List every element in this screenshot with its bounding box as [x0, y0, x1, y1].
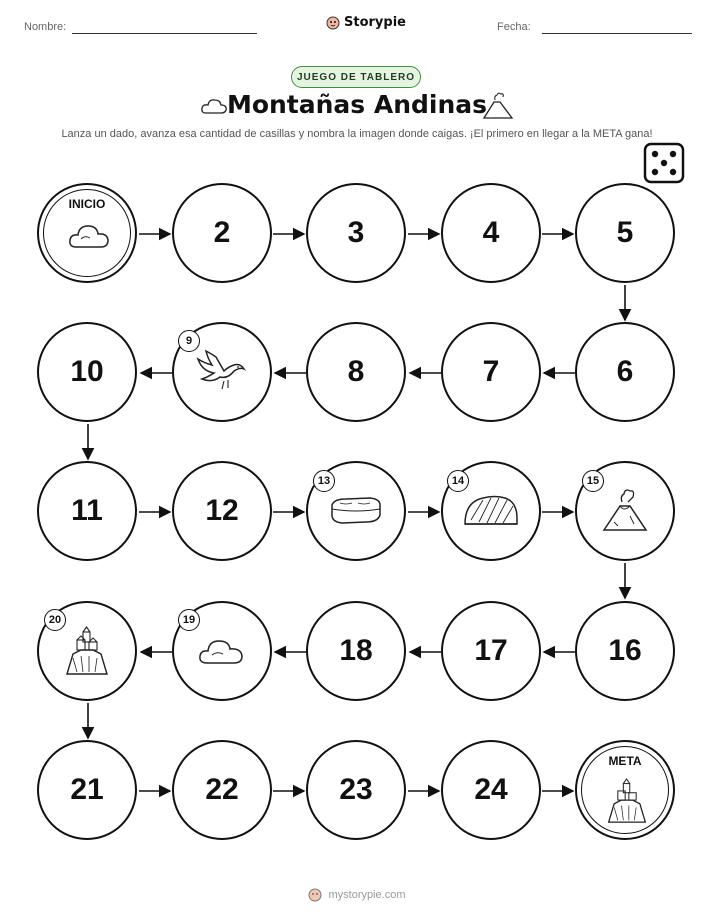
mountain-village-icon	[605, 776, 649, 826]
storypie-mascot-icon	[308, 888, 322, 902]
volcano-icon	[600, 486, 650, 536]
board-cell	[306, 322, 406, 422]
cell-number-tag: 13	[313, 470, 335, 492]
cell-number: 11	[71, 494, 103, 527]
board-cell	[172, 461, 272, 561]
name-label: Nombre:	[24, 21, 67, 33]
layered-rock-icon	[461, 490, 521, 532]
instructions: Lanza un dado, avanza esa cantidad de casillas y nombra la imagen donde caigas. ¡El primero en llegar a la META gana!	[61, 128, 653, 140]
cell-number: 18	[339, 634, 373, 667]
cell-number: 16	[608, 634, 642, 667]
cell-number: 21	[70, 773, 104, 806]
game-type-badge: JUEGO DE TABLERO	[291, 66, 421, 88]
footer-url[interactable]: mystorypie.com	[328, 889, 406, 901]
board-cell	[306, 183, 406, 283]
cloud-icon	[67, 217, 111, 253]
cloud-icon	[197, 633, 247, 669]
date-label: Fecha:	[497, 21, 531, 33]
board-cell	[172, 740, 272, 840]
cell-number-tag: 14	[447, 470, 469, 492]
board-cell	[441, 740, 541, 840]
cell-number: 2	[213, 216, 231, 249]
cell-number: 10	[70, 355, 104, 388]
board-cell	[575, 601, 675, 701]
start-label: INICIO	[68, 197, 106, 211]
cell-number: 17	[474, 634, 508, 667]
cell-number-tag: 9	[178, 330, 200, 352]
stone-slab-icon	[326, 493, 386, 529]
board-cell-start	[37, 183, 137, 283]
cell-number: 24	[474, 773, 508, 806]
finish-label: META	[608, 754, 642, 768]
board-cell	[172, 183, 272, 283]
cell-number: 4	[482, 216, 500, 249]
board-cell	[37, 461, 137, 561]
page-title: Montañas Andinas	[226, 90, 488, 119]
cell-number: 8	[347, 355, 365, 388]
cell-number: 23	[339, 773, 373, 806]
board-cell	[306, 601, 406, 701]
cell-number: 7	[482, 355, 500, 388]
board-cell	[575, 322, 675, 422]
board-cell	[441, 322, 541, 422]
bird-icon	[194, 349, 250, 395]
cell-number: 22	[205, 773, 239, 806]
board-cell	[37, 740, 137, 840]
cell-number: 6	[616, 355, 634, 388]
board-cell	[441, 183, 541, 283]
cell-number-tag: 19	[178, 609, 200, 631]
board-cell	[441, 601, 541, 701]
mountain-village-icon	[63, 624, 111, 678]
board-cell-finish	[575, 740, 675, 840]
cell-number: 5	[616, 216, 634, 249]
board-cell	[37, 322, 137, 422]
board-cell	[575, 183, 675, 283]
brand-name: Storypie	[344, 15, 406, 30]
cell-number: 3	[347, 216, 365, 249]
footer	[0, 888, 714, 902]
board-cell	[306, 740, 406, 840]
cell-number-tag: 20	[44, 609, 66, 631]
cell-number: 12	[205, 494, 239, 527]
cell-number-tag: 15	[582, 470, 604, 492]
